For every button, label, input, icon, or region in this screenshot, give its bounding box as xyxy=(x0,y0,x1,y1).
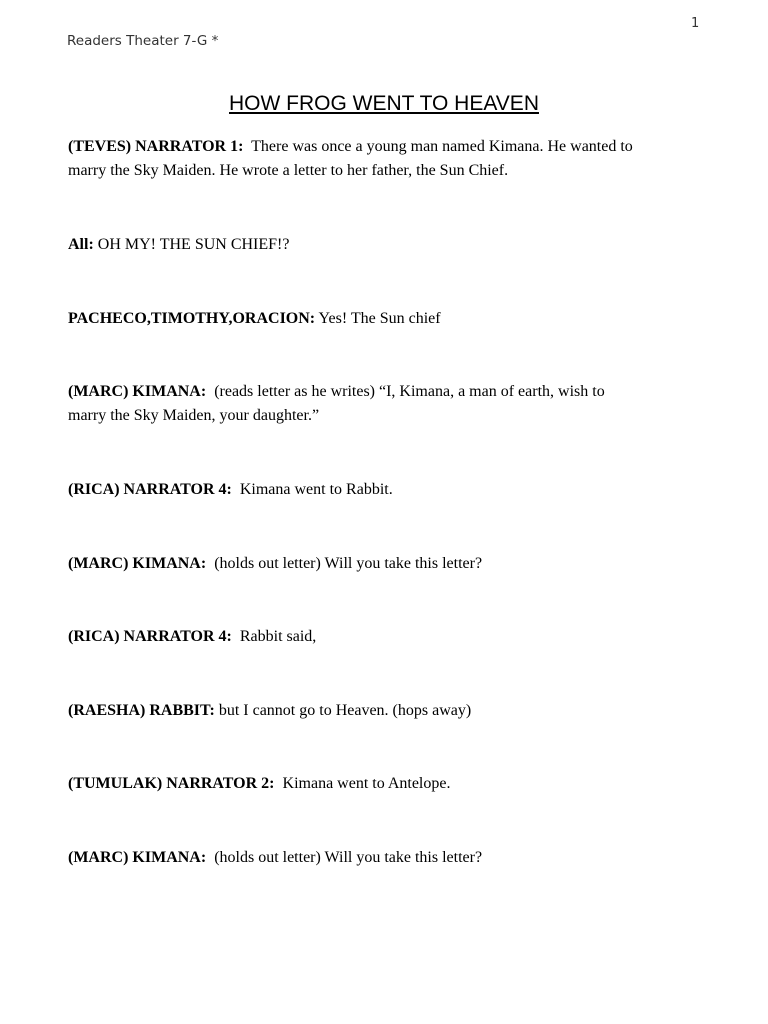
speaker-label: (TEVES) NARRATOR 1: xyxy=(68,138,244,155)
dialogue-text: Kimana went to Rabbit. xyxy=(239,481,393,498)
speaker-label: (RAESHA) RABBIT: xyxy=(68,702,215,719)
script-line xyxy=(68,380,708,404)
dialogue-text: OH MY! THE SUN CHIEF!? xyxy=(97,236,290,253)
dialogue-text: Rabbit said, xyxy=(239,628,317,645)
script-line xyxy=(68,552,708,576)
script-line-continuation xyxy=(68,159,708,183)
speaker-label: (MARC) KIMANA: xyxy=(68,849,207,866)
speaker-label: (RICA) NARRATOR 4: xyxy=(68,481,232,498)
running-header: Readers Theater 7-G * xyxy=(67,33,219,49)
dialogue-text: but I cannot go to Heaven. (hops away) xyxy=(218,702,472,719)
dialogue-text: Yes! The Sun chief xyxy=(318,310,441,327)
speaker-label: (MARC) KIMANA: xyxy=(68,383,207,400)
dialogue-text: Kimana went to Antelope. xyxy=(282,775,451,792)
script-line xyxy=(68,307,708,331)
script-line-continuation xyxy=(68,404,708,428)
script-line xyxy=(68,135,708,159)
speaker-label: PACHECO,TIMOTHY,ORACION: xyxy=(68,310,316,327)
script-line xyxy=(68,772,708,796)
script-line xyxy=(68,233,708,257)
dialogue-text: marry the Sky Maiden. He wrote a letter to her father, the Sun Chief. xyxy=(68,162,509,179)
script-line xyxy=(68,625,708,649)
dialogue-text: (holds out letter) Will you take this letter? xyxy=(214,555,483,572)
dialogue-text: There was once a young man named Kimana. He wanted to xyxy=(251,138,633,155)
script-line xyxy=(68,846,708,870)
document-title: HOW FROG WENT TO HEAVEN xyxy=(229,92,539,115)
script-line xyxy=(68,478,708,502)
dialogue-text: (holds out letter) Will you take this letter? xyxy=(214,849,483,866)
page-number: 1 xyxy=(691,16,700,31)
speaker-label: All: xyxy=(68,236,94,253)
dialogue-text: (reads letter as he writes) “I, Kimana, a man of earth, wish to xyxy=(214,383,605,400)
speaker-label: (MARC) KIMANA: xyxy=(68,555,207,572)
speaker-label: (TUMULAK) NARRATOR 2: xyxy=(68,775,275,792)
dialogue-text: marry the Sky Maiden, your daughter.” xyxy=(68,407,320,424)
speaker-label: (RICA) NARRATOR 4: xyxy=(68,628,232,645)
script-line xyxy=(68,699,708,723)
